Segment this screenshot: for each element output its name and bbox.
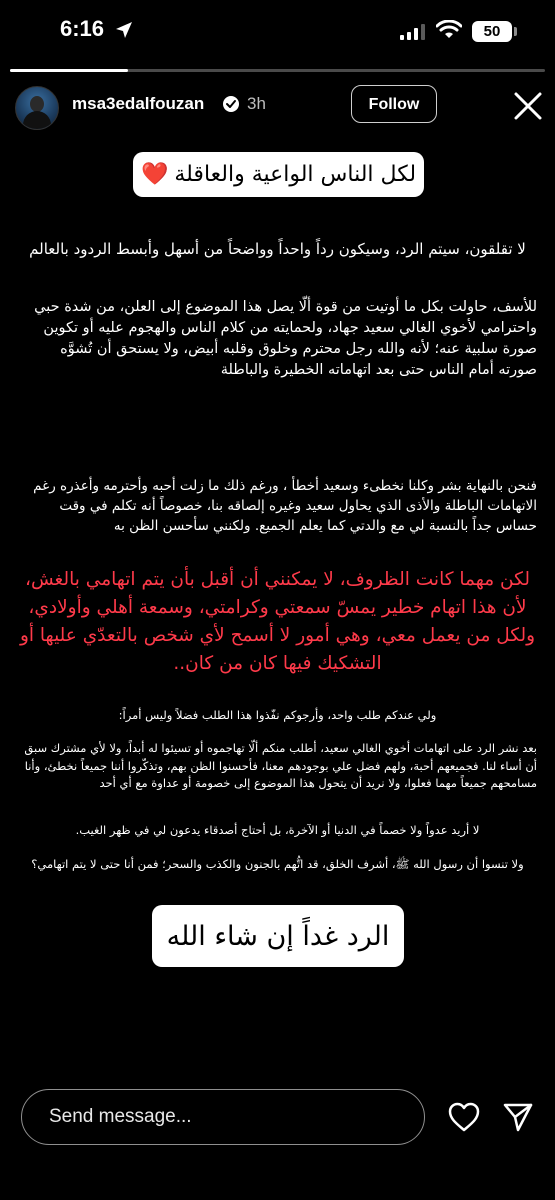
post-time: 3h [247, 94, 266, 113]
message-placeholder: Send message... [49, 1106, 192, 1127]
location-arrow-icon [114, 20, 134, 44]
paragraph-6: بعد نشر الرد على اتهامات أخوي الغالي سعيد، أطلب منكم ألّا تهاجموه أو تسيئوا له أبداً، ولا لأي مشترك سبق أن أساء لنا. فجميعهم أحبة، ولهم فضل علي بوجودهم معنا، فأحسنوا الظن بهم، وتذكّروا أننا جميعاً نخطئ، وأنا مسامحهم جميعاً مهما فعلوا، ولا نريد أن يتحول هذا الموضوع إلى خصومة أو عداوة مع أي أحد [24, 741, 537, 790]
paragraph-8: ولا تنسوا أن رسول الله ﷺ، أشرف الخلق، قد اتُّهم بالجنون والكذب والسحر؛ فمن أنا حتى لا يتم اتهامي؟ [31, 857, 524, 871]
paragraph-2: للأسف، حاولت بكل ما أوتيت من قوة ألّا يصل هذا الموضوع إلى العلن، من شدة حبي واحترامي لأخوي الغالي سعيد جهاد، ولحمايته من كلام الناس والهجوم عليه أو تكوين صورة سلبية عنه؛ لأنه والله رجل محترم وخلوق وقلبه أبيض، ولا يستحق أن تُشوَّه صورته أمام الناس حتى بعد اتهاماته الخطيرة والباطلة [34, 299, 537, 378]
story-title-box [133, 152, 424, 197]
story-title: لكل الناس الواعية والعاقلة [174, 162, 417, 187]
reply-tomorrow-box: الرد غداً إن شاء الله [152, 905, 404, 967]
paragraph-1: لا تقلقون، سيتم الرد، وسيكون رداً واحداً وواضحاً من أسهل وأبسط الردود بالعالم [29, 240, 526, 258]
status-bar [0, 0, 555, 62]
username[interactable]: msa3edalfouzan [72, 94, 205, 113]
paragraph-5: ولي عندكم طلب واحد، وأرجوكم نفّذوا هذا الطلب فضلاً وليس أمراً: [118, 708, 437, 722]
avatar-face [30, 96, 44, 112]
story-container[interactable] [0, 60, 555, 1047]
send-icon[interactable] [502, 1101, 534, 1137]
cellular-signal-icon [400, 24, 426, 44]
story-progress-bar [10, 69, 545, 72]
wifi-icon [436, 20, 462, 44]
status-time: 6:16 [60, 16, 105, 41]
battery-indicator: 50 [472, 21, 512, 42]
paragraph-3: فنحن بالنهاية بشر وكلنا نخطىء وسعيد أخطأ ، ورغم ذلك ما زلت أحبه وأحترمه وأعذره رغم الاتهامات الباطلة والأذى الذي يحاول سعيد وغيره إلصاقه بنا، خصوصاً أنه تكلم في وقت حساس جداً بالنسبة لي مع والدتي كما يعلم الجميع. ولكنني سأحسن الظن به [33, 478, 537, 534]
paragraph-7: لا أريد عدواً ولا خصماً في الدنيا أو الآخرة، بل أحتاج أصدقاء يدعون لي في ظهر الغيب. [75, 823, 480, 837]
battery-tip [514, 27, 517, 36]
red-heart-emoji: ❤️ [140, 162, 169, 187]
send-message-input[interactable] [21, 1089, 425, 1145]
paragraph-4-highlight: لكن مهما كانت الظروف، لا يمكنني أن أقبل بأن يتم اتهامي بالغش، لأن هذا اتهام خطير يمسّ سمعتي وكرامتي، وسمعة أهلي وأولادي، ولكل من يعمل معي، وهي أمور لا أسمح لأي شخص بالتعدّي عليها أو التشكيك فيها كان من كان.. [19, 569, 536, 674]
heart-icon[interactable] [447, 1101, 481, 1137]
avatar-body [23, 111, 51, 130]
story-progress-fill [10, 69, 128, 72]
follow-button[interactable]: Follow [351, 85, 437, 123]
verified-badge-icon [222, 95, 240, 117]
close-icon[interactable] [513, 91, 543, 125]
avatar[interactable] [15, 86, 59, 130]
